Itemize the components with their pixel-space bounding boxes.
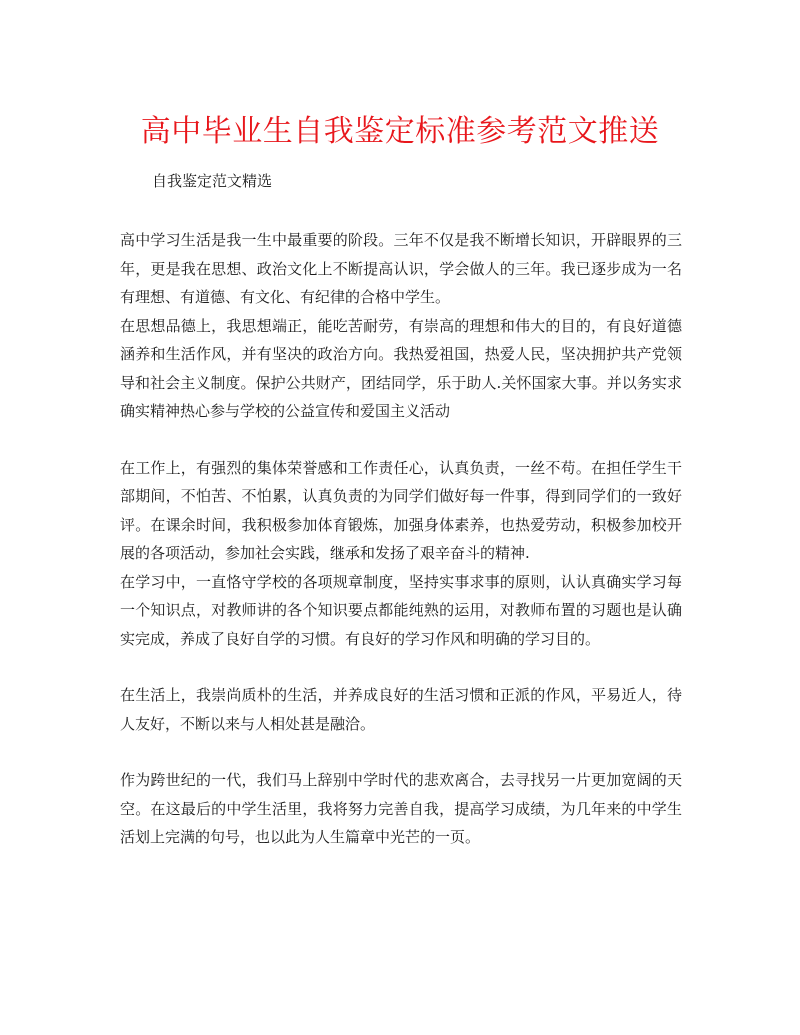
paragraph-study: 在学习中，一直恪守学校的各项规章制度，坚持实事求事的原则，认认真确实学习每一个知识点，对教师讲的各个知识要点都能纯熟的运用，对教师布置的习题也是认确实完成，养成了良好自学的习惯。有良好的学习作风和明确的学习目的。 [120,572,682,648]
document-body [120,226,682,852]
paragraph-work: 在工作上，有强烈的集体荣誉感和工作责任心，认真负责，一丝不苟。在担任学生干部期间，不怕苦、不怕累，认真负责的为同学们做好每一件事，得到同学们的一致好评。在课余时间，我积极参加体育锻炼，加强身体素养，也热爱劳动，积极参加校开展的各项活动，参加社会实践，继承和发扬了艰辛奋斗的精神. [120,458,682,562]
paragraph-morality: 在思想品德上，我思想端正，能吃苦耐劳，有崇高的理想和伟大的目的，有良好道德涵养和生活作风，并有坚决的政治方向。我热爱祖国，热爱人民，坚决拥护共产党领导和社会主义制度。保护公共财产，团结同学，乐于助人.关怀国家大事。并以务实求确实精神热心参与学校的公益宣传和爱国主义活动 [120,316,682,420]
paragraph-conclusion: 作为跨世纪的一代，我们马上辞别中学时代的悲欢离合，去寻找另一片更加宽阔的天空。在这最后的中学生活里，我将努力完善自我，提高学习成绩，为几年来的中学生活划上完满的句号，也以此为人生篇章中光芒的一页。 [120,771,682,846]
document-subtitle: 自我鉴定范文精选 [152,172,273,190]
paragraph-intro: 高中学习生活是我一生中最重要的阶段。三年不仅是我不断增长知识，开辟眼界的三年，更是我在思想、政治文化上不断提高认识，学会做人的三年。我已逐步成为一名有理想、有道德、有文化、有纪律的合格中学生。 [120,231,682,306]
paragraph-life: 在生活上，我崇尚质朴的生活，并养成良好的生活习惯和正派的作风，平易近人，待人友好，不断以来与人相处甚是融洽。 [120,686,682,733]
document-title: 高中毕业生自我鉴定标准参考范文推送 [140,114,660,149]
